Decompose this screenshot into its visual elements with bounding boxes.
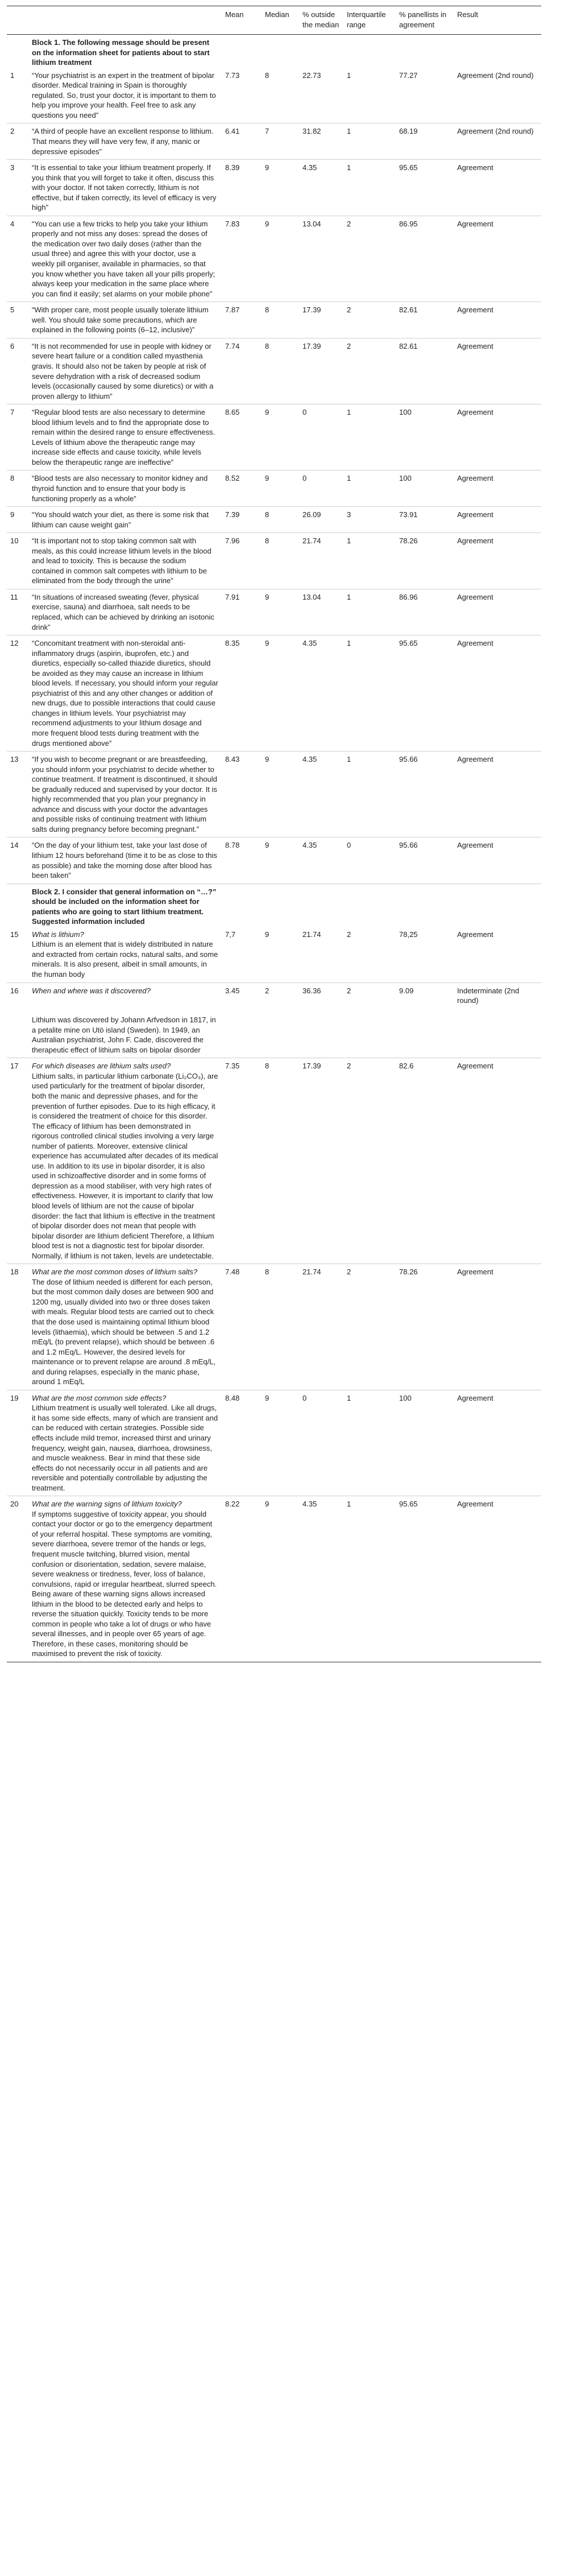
item-number: 4 [7,216,28,302]
header-number [7,6,28,35]
block-2-title: Block 2. I consider that general information on “…?” should be included on the information sheet for patients who are going to start lithium treatment. Suggested information included [32,887,217,926]
result-cell: Agreement [454,533,541,589]
median-cell: 8 [262,338,299,404]
item-text [28,982,222,1058]
table-row [7,338,541,404]
item-text [28,1058,222,1264]
iqr-cell: 1 [343,589,396,635]
item-answer: Lithium salts, in particular lithium carbonate (Li₂CO₃), are used particularly for the treatment of bipolar disorder, both the manic and depressive phases, and for the prevention of further episodes. Due to its high efficacy, it is considered the treatment of choice for this disorder. The efficacy of lithium has been demonstrated in rigorous controlled clinical studies involving a very large number of patients. Moreover, extensive clinical experience has accumulated after decades of its medical use. In addition to its use in bipolar disorder, it is also used in schizoaffective disorder and in some forms of depression as a mood stabiliser, with very high rates of effectiveness. However, it is important to clarify that low blood levels of lithium are not the cause of bipolar disorder: the fact that lithium is effective in the treatment of bipolar disorder does not mean that people with bipolar disorder are lithium deficient Therefore, a lithium blood test is not a diagnostic test for bipolar disorder. Normally, if lithium is not taken, levels are undetectable. [32,1071,218,1260]
item-text: “Your psychiatrist is an expert in the treatment of bipolar disorder. Medical training in Spain is thoroughly regulated. So, trust your doctor, it is important to them to help you improve your health. Feel free to ask any questions you need” [28,68,222,123]
item-number: 19 [7,1390,28,1496]
agreement-cell: 86.95 [396,216,454,302]
header-panellists-agreement: % panellists in agreement [396,6,454,35]
mean-cell: 7,7 [222,927,262,982]
item-answer: Lithium was discovered by Johann Arfvedson in 1817, in a petalite mine on Utö island (Sweden). In 1949, an Australian psychiatrist, John F. Cade, discovered the therapeutic effect of lithium salts on bipolar disorder [32,1015,216,1054]
agreement-cell: 82.61 [396,338,454,404]
iqr-cell: 1 [343,160,396,216]
median-cell: 7 [262,123,299,160]
mean-cell: 8.39 [222,160,262,216]
item-answer: The dose of lithium needed is different for each person, but the most common daily doses are between 900 and 1200 mg, usually divided into two or three doses taken with meals. Regular blood tests are carried out to check that the dose used is maintaining optimal lithium blood levels (lithaemia), which should be between .5 and 1.2 mEq/L (to prevent relapse), which should be between .6 and 1.2 mEq/L. However, the desired levels for maintenance or to prevent relapse are around .8 mEq/L, and during relapses, especially in the manic phase, around 1 mEq/L [32,1277,216,1386]
mean-cell: 8.48 [222,1390,262,1496]
outside-median-cell: 21.74 [299,1264,343,1390]
agreement-cell: 95.66 [396,837,454,884]
item-number: 7 [7,404,28,470]
result-cell: Agreement [454,1058,541,1264]
result-cell: Agreement [454,507,541,533]
item-text: “Blood tests are also necessary to monitor kidney and thyroid function and to ensure that your body is functioning properly as a whole” [28,470,222,507]
item-text: “If you wish to become pregnant or are breastfeeding, you should inform your psychiatrist to decide whether to continue treatment. If treatment is discontinued, it should be gradually reduced and supervised by your doctor. It is highly recommended that you plan your pregnancy in advance and discuss with your doctor the advantages and possible risks of continuing treatment with lithium salts during pregnancy before becoming pregnant.” [28,752,222,837]
mean-cell: 8.78 [222,837,262,884]
mean-cell: 8.65 [222,404,262,470]
item-number: 20 [7,1496,28,1662]
median-cell: 9 [262,589,299,635]
item-text: “You can use a few tricks to help you take your lithium properly and not miss any doses: spread the doses of the medication over two daily doses (rather than the usual three) and agree this with your doctor, use a weekly pill organiser, available in pharmacies, so that you know whether you have taken all your pills properly; always keep your medication in the same place where you can find it easily; set alarms on your mobile phone” [28,216,222,302]
table-row [7,302,541,338]
item-answer: Lithium treatment is usually well tolerated. Like all drugs, it has some side effects, many of which are transient and can be reduced with certain strategies. Possible side effects include mild tremor, increased thirst and urinary frequency, weight gain, nausea, diarrhoea, drowsiness, and muscle weakness. Bear in mind that these side effects do not necessarily occur in all patients and are reversible and potentially controllable by adjusting the treatment. [32,1403,218,1492]
table-row [7,1496,541,1662]
result-cell: Agreement [454,635,541,752]
item-number: 5 [7,302,28,338]
result-cell: Agreement [454,589,541,635]
outside-median-cell: 26.09 [299,507,343,533]
result-cell: Agreement [454,404,541,470]
mean-cell: 8.43 [222,752,262,837]
table-header-row [7,6,541,35]
median-cell: 9 [262,470,299,507]
outside-median-cell: 4.35 [299,635,343,752]
item-number: 3 [7,160,28,216]
item-question: When and where was it discovered? [32,986,151,995]
item-number: 13 [7,752,28,837]
agreement-cell: 78,25 [396,927,454,982]
table-row [7,1264,541,1390]
agreement-cell: 82.61 [396,302,454,338]
item-number: 2 [7,123,28,160]
item-answer: Lithium is an element that is widely distributed in nature and extracted from certain rocks, natural salts, and some minerals. It is also present, albeit in small amounts, in the human body [32,940,218,979]
agreement-cell: 68.19 [396,123,454,160]
table-row [7,507,541,533]
table-row [7,927,541,982]
item-question: What are the warning signs of lithium toxicity? [32,1500,182,1509]
item-text [28,1390,222,1496]
item-number: 10 [7,533,28,589]
item-number: 16 [7,982,28,1058]
iqr-cell: 1 [343,123,396,160]
item-number: 14 [7,837,28,884]
result-cell: Agreement [454,160,541,216]
iqr-cell: 1 [343,533,396,589]
table-row [7,533,541,589]
mean-cell: 7.35 [222,1058,262,1264]
table-body [7,35,541,1662]
median-cell: 8 [262,302,299,338]
agreement-cell: 86.96 [396,589,454,635]
median-cell: 9 [262,635,299,752]
mean-cell: 8.35 [222,635,262,752]
mean-cell: 3.45 [222,982,262,1058]
outside-median-cell: 17.39 [299,1058,343,1264]
mean-cell: 6.41 [222,123,262,160]
table-row [7,404,541,470]
agreement-cell: 95.65 [396,635,454,752]
item-question: What are the most common side effects? [32,1393,167,1402]
table-row [7,68,541,123]
agreement-cell: 77.27 [396,68,454,123]
item-question: For which diseases are lithium salts used? [32,1062,171,1071]
item-question: What is lithium? [32,930,84,939]
table-row [7,589,541,635]
table-row [7,123,541,160]
median-cell: 8 [262,507,299,533]
iqr-cell: 2 [343,216,396,302]
outside-median-cell: 0 [299,470,343,507]
median-cell: 8 [262,533,299,589]
outside-median-cell: 13.04 [299,216,343,302]
block-1-title-row [7,35,541,68]
table-row [7,635,541,752]
mean-cell: 7.87 [222,302,262,338]
header-mean: Mean [222,6,262,35]
item-number: 8 [7,470,28,507]
iqr-cell: 0 [343,837,396,884]
iqr-cell: 1 [343,470,396,507]
agreement-cell: 100 [396,470,454,507]
table-row [7,1058,541,1264]
item-number: 9 [7,507,28,533]
median-cell: 2 [262,982,299,1058]
agreement-cell: 9.09 [396,982,454,1058]
mean-cell: 8.22 [222,1496,262,1662]
median-cell: 9 [262,1390,299,1496]
item-text: “With proper care, most people usually tolerate lithium well. You should take some precautions, which are explained in the following points (6–12, inclusive)” [28,302,222,338]
iqr-cell: 1 [343,752,396,837]
item-text: “In situations of increased sweating (fever, physical exercise, sauna) and diarrhoea, salt needs to be replaced, which can be achieved by drinking an isotonic drink” [28,589,222,635]
mean-cell: 7.83 [222,216,262,302]
table-row [7,1390,541,1496]
outside-median-cell: 17.39 [299,338,343,404]
result-cell: Agreement [454,1496,541,1662]
results-table-container [7,0,541,1662]
iqr-cell: 2 [343,982,396,1058]
agreement-cell: 100 [396,404,454,470]
table-row [7,752,541,837]
outside-median-cell: 4.35 [299,1496,343,1662]
item-text [28,1496,222,1662]
block-2-title-row [7,884,541,927]
item-text: “It is important not to stop taking common salt with meals, as this could increase lithium levels in the blood and lead to toxicity. This is because the sodium contained in common salt competes with lithium to be eliminated from the body through the urine” [28,533,222,589]
iqr-cell: 2 [343,338,396,404]
item-text: “On the day of your lithium test, take your last dose of lithium 12 hours beforehand (time it to be as close to this as possible) and take the morning dose after blood has been taken” [28,837,222,884]
outside-median-cell: 4.35 [299,837,343,884]
result-cell: Agreement [454,338,541,404]
result-cell: Agreement (2nd round) [454,123,541,160]
outside-median-cell: 36.36 [299,982,343,1058]
agreement-cell: 73.91 [396,507,454,533]
header-result: Result [454,6,541,35]
median-cell: 9 [262,837,299,884]
agreement-cell: 78.26 [396,533,454,589]
median-cell: 9 [262,1496,299,1662]
item-answer: If symptoms suggestive of toxicity appear, you should contact your doctor or go to the emergency department of your referral hospital. These symptoms are vomiting, severe diarrhoea, severe tremor of the hands or legs, frequent muscle twitching, blurred vision, mental confusion or disorientation, sedation, severe malaise, severe weakness or tiredness, fever, loss of balance, convulsions, rapid or irregular heartbeat, slurred speech. Being aware of these warning signs allows increased lithium in the blood to be detected early and helps to reverse the situation quickly. Toxicity tends to be more common in people who take a lot of drugs or who have several illnesses, and in people over 65 years of age. Therefore, in these cases, monitoring should be maximised to prevent the risk of toxicity. [32,1509,217,1658]
block-1-title: Block 1. The following message should be present on the information sheet for patients about to start lithium treatment [32,38,210,67]
mean-cell: 7.74 [222,338,262,404]
mean-cell: 8.52 [222,470,262,507]
result-cell: Agreement [454,216,541,302]
iqr-cell: 2 [343,1264,396,1390]
agreement-cell: 95.65 [396,1496,454,1662]
outside-median-cell: 13.04 [299,589,343,635]
iqr-cell: 1 [343,1496,396,1662]
item-text: “It is essential to take your lithium treatment properly. If you think that you will forget to take it often, discuss this with your doctor. If not taken correctly, lithium is not effective, but if taken correctly, its level of efficacy is very high” [28,160,222,216]
median-cell: 8 [262,1058,299,1264]
header-interquartile-range: Interquartile range [343,6,396,35]
result-cell: Agreement [454,752,541,837]
agreement-cell: 95.66 [396,752,454,837]
iqr-cell: 1 [343,635,396,752]
item-number: 1 [7,68,28,123]
mean-cell: 7.91 [222,589,262,635]
median-cell: 9 [262,404,299,470]
result-cell: Indeterminate (2nd round) [454,982,541,1058]
item-text: “It is not recommended for use in people with kidney or severe heart failure or a condition called myasthenia gravis. It should also not be taken by people at risk of severe dehydration with a risk of decreased sodium levels (occasionally caused by some diuretics) or with a proven allergy to lithium” [28,338,222,404]
iqr-cell: 2 [343,1058,396,1264]
header-item [28,6,222,35]
item-number: 6 [7,338,28,404]
result-cell: Agreement [454,1390,541,1496]
result-cell: Agreement [454,1264,541,1390]
iqr-cell: 2 [343,302,396,338]
outside-median-cell: 0 [299,404,343,470]
outside-median-cell: 17.39 [299,302,343,338]
iqr-cell: 1 [343,404,396,470]
iqr-cell: 3 [343,507,396,533]
table-row [7,160,541,216]
delphi-results-table [7,6,541,1662]
iqr-cell: 1 [343,68,396,123]
item-text: “A third of people have an excellent response to lithium. That means they will have very few, if any, manic or depressive episodes” [28,123,222,160]
item-number: 17 [7,1058,28,1264]
mean-cell: 7.39 [222,507,262,533]
agreement-cell: 78.26 [396,1264,454,1390]
item-number: 11 [7,589,28,635]
median-cell: 9 [262,160,299,216]
item-text: “Regular blood tests are also necessary to determine blood lithium levels and to find the appropriate dose to remain within the desired range to ensure effectiveness. Levels of lithium above the therapeutic range may increase side effects and cause toxicity, while levels below the therapeutic range are ineffective” [28,404,222,470]
median-cell: 8 [262,1264,299,1390]
mean-cell: 7.48 [222,1264,262,1390]
table-row [7,982,541,1058]
item-text: “You should watch your diet, as there is some risk that lithium can cause weight gain” [28,507,222,533]
item-number: 15 [7,927,28,982]
mean-cell: 7.73 [222,68,262,123]
agreement-cell: 100 [396,1390,454,1496]
median-cell: 9 [262,752,299,837]
result-cell: Agreement [454,927,541,982]
header-median: Median [262,6,299,35]
result-cell: Agreement [454,837,541,884]
table-row [7,216,541,302]
outside-median-cell: 21.74 [299,533,343,589]
median-cell: 9 [262,216,299,302]
result-cell: Agreement [454,302,541,338]
agreement-cell: 82.6 [396,1058,454,1264]
median-cell: 8 [262,68,299,123]
item-text [28,1264,222,1390]
iqr-cell: 1 [343,1390,396,1496]
header-outside-median: % outside the median [299,6,343,35]
median-cell: 9 [262,927,299,982]
spacer [32,996,218,1015]
item-number: 18 [7,1264,28,1390]
outside-median-cell: 31.82 [299,123,343,160]
outside-median-cell: 4.35 [299,160,343,216]
outside-median-cell: 22.73 [299,68,343,123]
table-row [7,837,541,884]
item-number: 12 [7,635,28,752]
item-question: What are the most common doses of lithium salts? [32,1268,198,1277]
iqr-cell: 2 [343,927,396,982]
mean-cell: 7.96 [222,533,262,589]
result-cell: Agreement (2nd round) [454,68,541,123]
agreement-cell: 95.65 [396,160,454,216]
item-text: “Concomitant treatment with non-steroidal anti-inflammatory drugs (aspirin, ibuprofen, etc.) and diuretics, especially so-called thiazide diuretics, should be avoided as they may cause an increase in lithium blood levels. If necessary, you should inform your regular psychiatrist of this and any other changes or addition of new drugs, due to possible interactions that could cause changes in lithium levels. Your psychiatrist may recommend adjustments to your lithium dosage and more frequent blood tests during treatment with the drugs mentioned above” [28,635,222,752]
outside-median-cell: 0 [299,1390,343,1496]
table-row [7,470,541,507]
outside-median-cell: 21.74 [299,927,343,982]
item-text [28,927,222,982]
outside-median-cell: 4.35 [299,752,343,837]
result-cell: Agreement [454,470,541,507]
